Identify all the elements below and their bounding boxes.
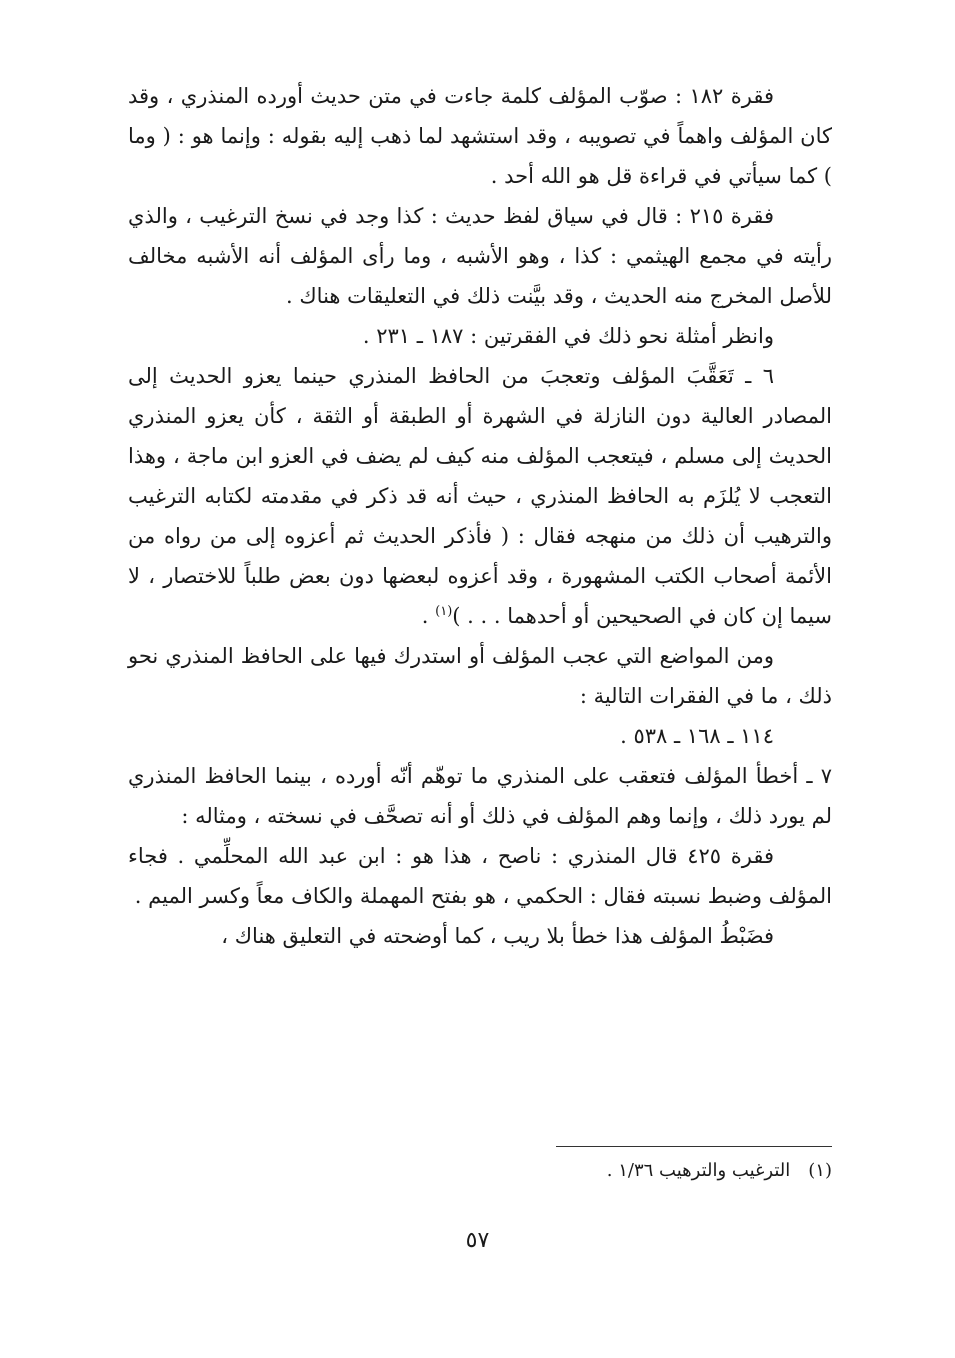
page-number: ٥٧ [465,1228,490,1253]
paragraph-point-6 [128,356,832,636]
paragraph-final: فضَبْطُ المؤلف هذا خطأ بلا ريب ، كما أوضحته في التعليق هناك ، [221,924,774,948]
body-text [128,76,832,956]
paragraph-425: فقرة ٤٢٥ قال المنذري : ناصح ، هذا هو : ابن عبد الله المحلِّمي . فجاء المؤلف وضبط نسبته فقال : الحكمي ، هو بفتح المهملة والكاف معاً وكسر الميم . [128,844,832,908]
paragraph-examples-187-231: وانظر أمثلة نحو ذلك في الفقرتين : ١٨٧ ـ ٢٣١ . [362,324,774,348]
paragraph-182: فقرة ١٨٢ : صوّب المؤلف كلمة جاءت في متن حديث أورده المنذري ، وقد كان المؤلف واهماً في تصويبه ، وقد استشهد لما ذهب إليه بقوله : وإنما هو : ( وما ) كما سيأتي في قراءة قل هو الله أحد . [128,84,832,188]
paragraph-215: فقرة ٢١٥ : قال في سياق لفظ حديث : كذا وجد في نسخ الترغيب ، والذي رأيته في مجمع الهيثمي : كذا ، وهو الأشبه ، وما رأى المؤلف أنه الأشبه مخالف للأصل المخرج منه الحديث ، وقد بيَّنت ذلك في التعليقات هناك . [128,204,832,308]
footnote [500,1155,832,1187]
footnote-text: الترغيب والترهيب ١/٣٦ . [606,1160,791,1181]
paragraph-point-7: ٧ ـ أخطأ المؤلف فتعقب على المنذري ما توهّم أنّه أورده ، بينما الحافظ المنذري لم يورد ذلك ، وإنما وهم المؤلف في ذلك أو أنه تصحَّف في نسخته ، ومثاله : [128,764,832,828]
paragraph-numbers-list: ١١٤ ـ ١٦٨ ـ ٥٣٨ . [620,724,774,748]
footnote-marker[interactable]: (١) [435,604,453,619]
footnote-number: (١) [808,1160,832,1181]
point-6-tail: . [421,604,436,628]
point-6-text: ٦ ـ تَعَقَّبَ المؤلف وتعجبَ من الحافظ المنذري حينما يعزو الحديث إلى المصادر العالية دون النازلة في الشهرة أو الطبقة أو الثقة ، كأن يعزو المنذري الحديث إلى مسلم ، فيتعجب المؤلف منه كيف لم يضف في العزو ابن ماجة ، وهذا التعجب لا يُلزَم به الحافظ المنذري ، حيث أنه قد ذكر في مقدمته لكتابه الترغيب والترهيب أن ذلك من منهجه فقال : ( فأذكر الحديث ثم أعزوه إلى من رواه من الأئمة أصحاب الكتب المشهورة ، وقد أعزوه لبعضها دون بعض طلباً للاختصار ، لا سيما إن كان في الصحيحين أو أحدهما . . . ) [128,364,832,628]
footnote-divider [556,1146,832,1147]
paragraph-mundhiri-places: ومن المواضع التي عجب المؤلف أو استدرك فيها على الحافظ المنذري نحو ذلك ، ما في الفقرات التالية : [128,644,832,708]
